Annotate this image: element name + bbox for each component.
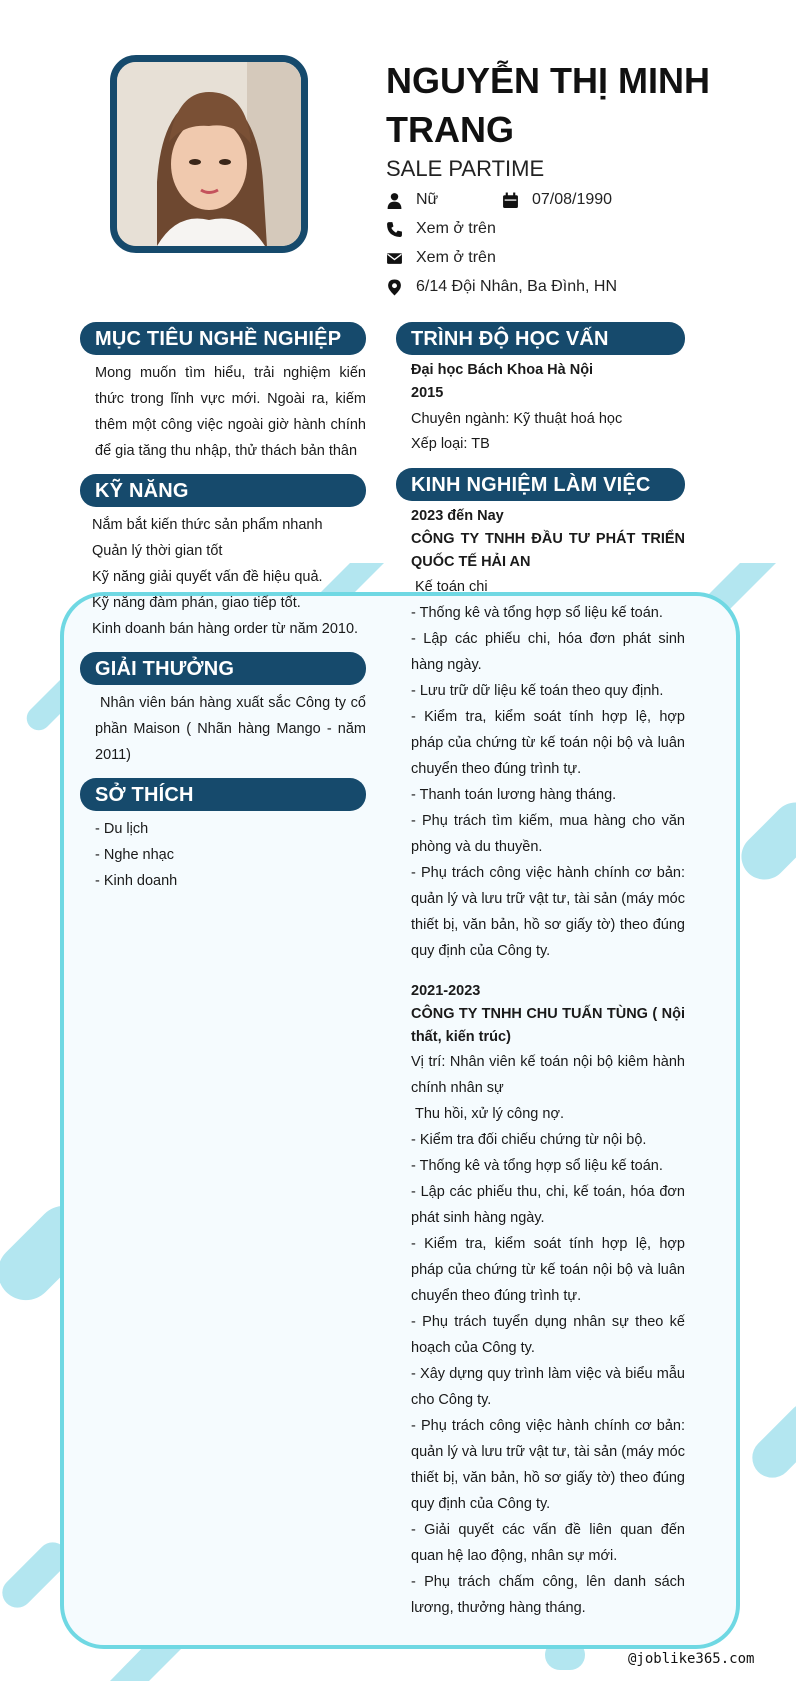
graduation-year: 2015 [411,385,444,401]
avatar [110,55,308,253]
education-heading: TRÌNH ĐỘ HỌC VẤN [396,322,685,355]
grade-label: Xếp loại: [411,436,468,452]
skills-heading: KỸ NĂNG [80,474,366,507]
job-role: Kế toán chi [415,579,488,595]
location-pin-icon [386,279,403,296]
duty-item: - Phụ trách tuyển dụng nhân sự theo kế hoạch của Công ty. [411,1314,685,1356]
duty-item: - Lưu trữ dữ liệu kế toán theo quy định. [411,683,664,699]
duty-item: - Phụ trách chấm công, lên danh sách lương, thưởng hàng tháng. [411,1574,685,1616]
grade-row [411,431,490,457]
duty-item: - Thống kê và tổng hợp sổ liệu kế toán. [411,1158,663,1174]
hobbies-list [95,816,365,894]
job-role: Vị trí: Nhân viên kế toán nội bộ kiêm hành chính nhân sự [411,1054,685,1096]
job-period: 2021-2023 [411,983,481,999]
skill-item: Kỹ năng giải quyết vấn đề hiệu quả. [92,569,323,585]
job-duties [411,1127,685,1621]
awards-heading: GIẢI THƯỞNG [80,652,366,685]
skill-item: Nắm bắt kiến thức sản phẩm nhanh [92,517,323,533]
duty-item: - Thanh toán lương hàng tháng. [411,787,617,803]
calendar-icon [502,192,519,209]
hobbies-heading: SỞ THÍCH [80,778,366,811]
duty-item: - Thống kê và tổng hợp sổ liệu kế toán. [411,605,663,621]
major-label: Chuyên ngành: [411,411,510,427]
major-value: Kỹ thuật hoá học [513,411,623,427]
duty-item: - Phụ trách tìm kiếm, mua hàng cho văn phòng và du thuyền. [411,813,685,855]
duty-item: - Xây dựng quy trình làm việc và biểu mẫu cho Công ty. [411,1366,685,1408]
duty-item: - Phụ trách công việc hành chính cơ bản: quản lý và lưu trữ vật tư, tài sản (máy móc thiết bị, văn bản, hồ sơ giấy tờ) theo đúng quy định của Công ty. [411,865,685,959]
duty-item: - Lập các phiếu chi, hóa đơn phát sinh hàng ngày. [411,631,685,673]
candidate-name: NGUYỄN THỊ MINH TRANG [386,60,710,150]
gender-value: Nữ [416,191,439,208]
phone-value: Xem ở trên [416,220,496,237]
email-value: Xem ở trên [416,249,496,266]
duty-item: - Giải quyết các vấn đề liên quan đến quan hệ lao động, nhân sự mới. [411,1522,685,1564]
hobby-item: - Du lịch [95,821,149,837]
skills-list [92,512,372,642]
hobby-item: - Nghe nhạc [95,847,174,863]
phone-row [386,220,496,238]
watermark-text: @joblike365.com [628,1651,755,1667]
major-row [411,406,622,432]
birthday-value: 07/08/1990 [532,191,613,208]
birthday-row [502,191,612,209]
hobby-item: - Kinh doanh [95,873,178,889]
grade-value: TB [471,436,490,452]
job-duties [411,600,685,964]
duty-item: - Kiểm tra, kiểm soát tính hợp lệ, hợp pháp của chứng từ kế toán nội bộ và luân chuyển theo đúng trình tự. [411,1236,685,1304]
job-company: CÔNG TY TNHH CHU TUẤN TÙNG ( Nội thất, kiến trúc) [411,1006,685,1045]
school-name: Đại học Bách Khoa Hà Nội [411,362,594,378]
phone-icon [386,221,403,238]
portrait-illustration [117,62,301,246]
job-company: CÔNG TY TNHH ĐẦU TƯ PHÁT TRIỂN QUỐC TẾ HẢI AN [411,531,685,570]
user-icon [386,192,403,209]
duty-item: - Lập các phiếu thu, chi, kế toán, hóa đơn phát sinh hàng ngày. [411,1184,685,1226]
skill-item: Kinh doanh bán hàng order từ năm 2010. [92,621,359,637]
experience-heading: KINH NGHIỆM LÀM VIỆC [396,468,685,501]
job-position: SALE PARTIME [386,156,545,181]
address-value: 6/14 Đội Nhân, Ba Đình, HN [416,278,617,295]
skill-item: Kỹ năng đàm phán, giao tiếp tốt. [92,595,301,611]
email-row [386,249,496,267]
gender-row [386,191,438,209]
duty-item: - Kiểm tra, kiểm soát tính hợp lệ, hợp pháp của chứng từ kế toán nội bộ và luân chuyển theo đúng trình tự. [411,709,685,777]
objective-heading: MỤC TIÊU NGHỀ NGHIỆP [80,322,366,355]
address-row [386,278,617,296]
skill-item: Quản lý thời gian tốt [92,543,223,559]
objective-text: Mong muốn tìm hiểu, trải nghiệm kiến thức trong lĩnh vực mới. Ngoài ra, kiếm thêm một công việc ngoài giờ hành chính để gia tăng thu nhập, thử thách bản thân [95,365,366,459]
envelope-icon [386,250,403,267]
job-period: 2023 đến Nay [411,508,504,524]
awards-text: Nhân viên bán hàng xuất sắc Công ty cổ phần Maison ( Nhãn hàng Mango - năm 2011) [95,695,366,763]
job-role-secondary: Thu hồi, xử lý công nợ. [415,1106,564,1122]
duty-item: - Kiểm tra đối chiếu chứng từ nội bộ. [411,1132,647,1148]
duty-item: - Phụ trách công việc hành chính cơ bản: quản lý và lưu trữ vật tư, tài sản (máy móc thiết bị, văn bản, hồ sơ giấy tờ) theo đúng quy định của Công ty. [411,1418,685,1512]
